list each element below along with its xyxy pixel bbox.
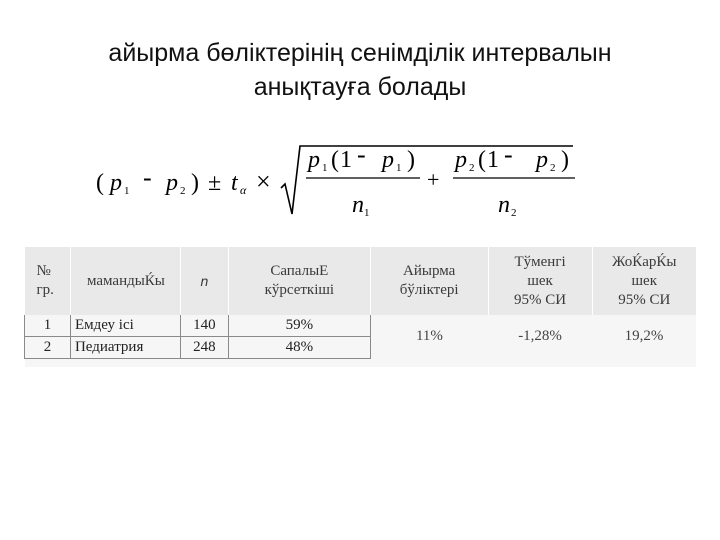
table-spacer-row — [25, 359, 697, 368]
header-lower-line: 95% СИ — [514, 291, 567, 308]
merged-lower-limit: -1,28% — [488, 315, 592, 359]
formula-p: p — [166, 170, 178, 196]
formula-p: p — [308, 147, 320, 173]
table-row — [25, 315, 697, 337]
formula-p: p — [382, 147, 394, 173]
header-upper-line: ЖоЌарЌы — [612, 253, 677, 270]
formula-open-paren: ( — [96, 170, 104, 196]
formula-sub: 2 — [550, 162, 556, 174]
header-quality-line: кўрсеткіші — [264, 282, 335, 298]
header-n: n — [180, 247, 228, 315]
row-quality: 48% — [228, 337, 370, 359]
row-number: 2 — [25, 337, 71, 359]
formula-sub: 1 — [396, 162, 402, 174]
formula-close-paren: ) — [191, 170, 199, 196]
table-header-row — [25, 247, 697, 315]
formula-close-paren: ) — [561, 147, 569, 173]
header-quality-line: СапалыЕ — [270, 263, 329, 279]
formula-one: 1 — [487, 147, 499, 173]
header-lower-line: шек — [527, 272, 553, 289]
table-spacer — [25, 359, 697, 368]
formula-sub: 1 — [322, 162, 328, 174]
header-specialty: мамандыЌы — [70, 247, 180, 315]
header-upper-line: 95% СИ — [618, 291, 671, 308]
formula-plus: + — [427, 167, 440, 192]
formula-sub: 2 — [511, 207, 517, 219]
formula-p: p — [110, 170, 122, 196]
row-n: 140 — [180, 315, 228, 337]
row-specialty: Емдеу ісі — [70, 315, 180, 337]
merged-upper-limit: 19,2% — [592, 315, 696, 359]
formula-minus: - — [357, 140, 366, 169]
results-table — [24, 247, 696, 367]
formula-n: n — [352, 192, 364, 218]
header-quality — [228, 247, 370, 315]
confidence-interval-formula — [0, 0, 720, 240]
title-line-2: анықтауға болады — [253, 73, 467, 101]
merged-difference: 11% — [370, 315, 488, 359]
formula-times: × — [256, 167, 271, 196]
formula-one: 1 — [340, 147, 352, 173]
header-lower-line: Тўменгі — [514, 253, 566, 270]
title-line-1: айырма бөліктерінің сенімділік интервалын — [108, 39, 612, 67]
formula-p: p — [536, 147, 548, 173]
formula-minus: - — [143, 163, 152, 192]
row-specialty: Педиатрия — [70, 337, 180, 359]
header-number — [25, 247, 71, 315]
formula-t: t — [231, 170, 238, 196]
formula-open-paren: ( — [331, 147, 339, 173]
formula-plusminus: ± — [208, 170, 222, 196]
header-upper-line: шек — [631, 272, 657, 289]
header-upper-limit — [592, 247, 696, 315]
header-difference-line: Айырма — [403, 263, 456, 279]
formula-sub: 2 — [469, 162, 475, 174]
formula-minus: - — [504, 140, 513, 169]
row-n: 248 — [180, 337, 228, 359]
row-quality: 59% — [228, 315, 370, 337]
header-number-line: гр. — [36, 282, 54, 298]
formula-sub: 2 — [180, 185, 186, 197]
formula-n: n — [498, 192, 510, 218]
formula-alpha: α — [240, 183, 247, 197]
formula-open-paren: ( — [478, 147, 486, 173]
row-number: 1 — [25, 315, 71, 337]
header-lower-limit — [488, 247, 592, 315]
header-difference — [370, 247, 488, 315]
formula-close-paren: ) — [407, 147, 415, 173]
formula-sub: 1 — [124, 185, 130, 197]
formula-sub: 1 — [364, 207, 370, 219]
formula-p: p — [455, 147, 467, 173]
header-difference-line: бўліктері — [399, 282, 459, 298]
header-number-line: № — [36, 263, 51, 279]
